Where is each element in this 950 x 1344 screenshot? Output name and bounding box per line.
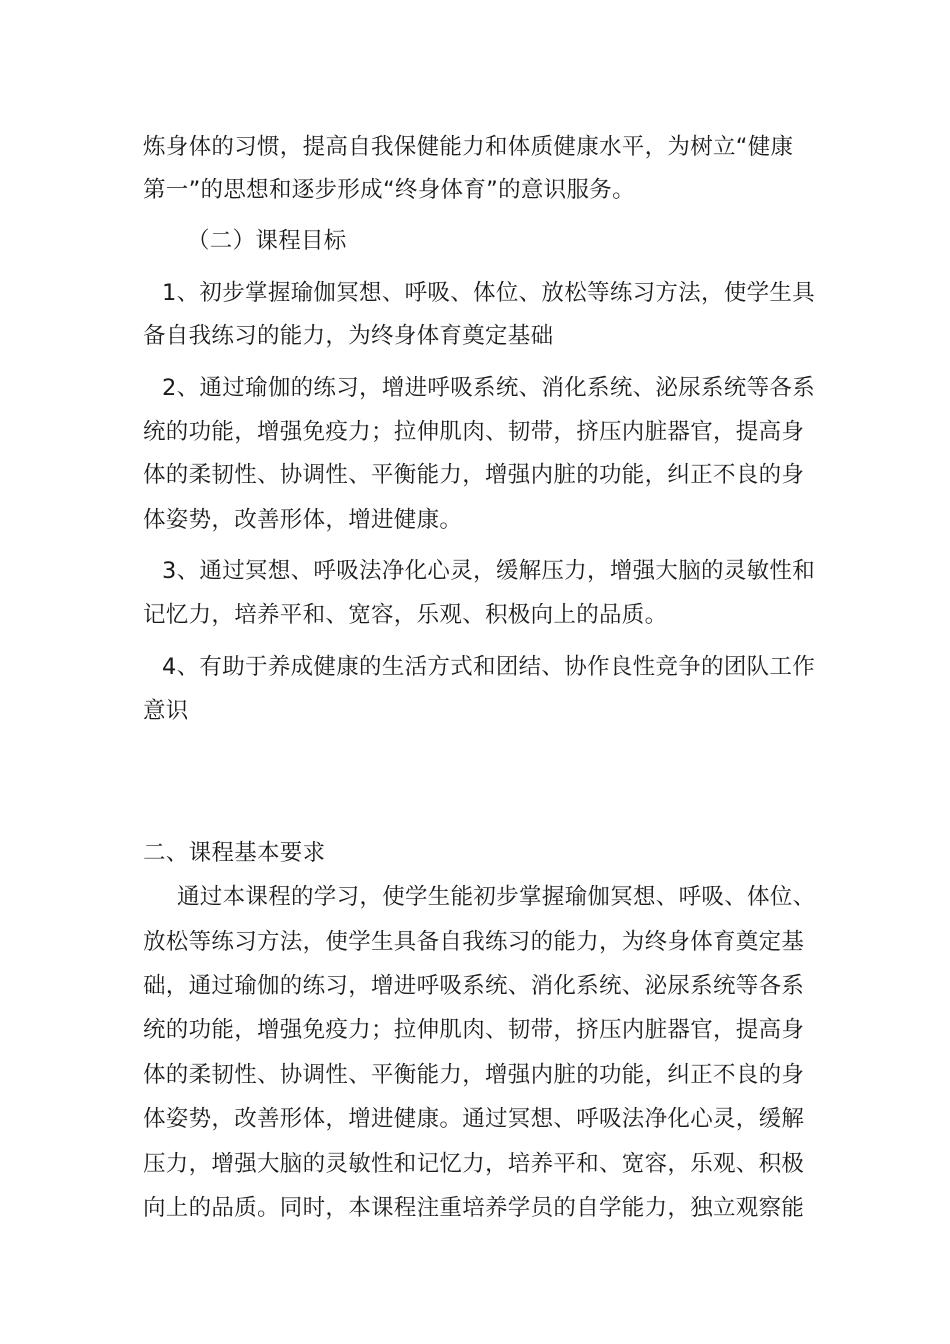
objective-item-1: 1、初步掌握瑜伽冥想、呼吸、体位、放松等练习方法，使学生具: [162, 280, 816, 306]
body-text-line: 备自我练习的能力，为终身体育奠定基础: [143, 323, 554, 349]
body-text-line: 通过本课程的学习，使学生能初步掌握瑜伽冥想、呼吸、体位、: [177, 884, 816, 910]
body-text-line: 炼身体的习惯，提高自我保健能力和体质健康水平，为树立“健康: [143, 134, 794, 160]
section-heading: 二、课程基本要求: [143, 840, 326, 866]
objectives-heading: （二）课程目标: [187, 228, 347, 254]
body-text-line: 意识: [143, 698, 189, 724]
body-text-line: 础，通过瑜伽的练习，增进呼吸系统、消化系统、泌尿系统等各系: [143, 973, 805, 999]
body-text-line: 统的功能，增强免疫力；拉伸肌肉、韧带，挤压内脏器官，提高身: [143, 1017, 805, 1043]
objective-item-2: 2、通过瑜伽的练习，增进呼吸系统、消化系统、泌尿系统等各系: [162, 375, 816, 401]
body-text-line: 体姿势，改善形体，增进健康。通过冥想、呼吸法净化心灵，缓解: [143, 1106, 805, 1132]
body-text-line: 体的柔韧性、协调性、平衡能力，增强内脏的功能，纠正不良的身: [143, 1062, 805, 1088]
body-text-line: 向上的品质。同时，本课程注重培养学员的自学能力，独立观察能: [143, 1195, 805, 1221]
body-text-line: 记忆力，培养平和、宽容，乐观、积极向上的品质。: [143, 602, 668, 628]
objective-item-3: 3、通过冥想、呼吸法净化心灵，缓解压力，增强大脑的灵敏性和: [162, 558, 816, 584]
body-text-line: 体姿势，改善形体，增进健康。: [143, 507, 463, 533]
body-text-line: 第一”的思想和逐步形成“终身体育”的意识服务。: [143, 177, 635, 203]
body-text-line: 体的柔韧性、协调性、平衡能力，增强内脏的功能，纠正不良的身: [143, 462, 805, 488]
body-text-line: 统的功能，增强免疫力；拉伸肌肉、韧带，挤压内脏器官，提高身: [143, 419, 805, 445]
body-text-line: 压力，增强大脑的灵敏性和记忆力，培养平和、宽容，乐观、积极: [143, 1151, 805, 1177]
body-text-line: 放松等练习方法，使学生具备自我练习的能力，为终身体育奠定基: [143, 929, 805, 955]
objective-item-4: 4、有助于养成健康的生活方式和团结、协作良性竞争的团队工作: [162, 654, 816, 680]
